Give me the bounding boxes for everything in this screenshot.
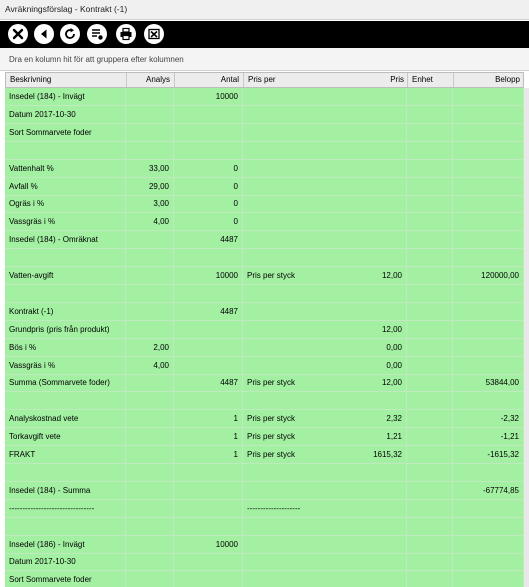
cell-belopp bbox=[453, 195, 524, 212]
cell-belopp: -67774,85 bbox=[453, 482, 524, 499]
refresh-button[interactable] bbox=[60, 24, 80, 44]
cell-analys bbox=[126, 321, 174, 338]
cell-analys bbox=[126, 446, 174, 463]
cell-belopp bbox=[453, 231, 524, 248]
cell-analys bbox=[126, 536, 174, 553]
cell-antal: 1 bbox=[174, 428, 243, 445]
cell-beskrivning: Sort Sommarvete foder bbox=[5, 571, 126, 587]
cell-pris bbox=[327, 88, 407, 105]
cell-analys bbox=[126, 374, 174, 391]
cell-pris-per: Pris per styck bbox=[247, 271, 296, 280]
table-row[interactable] bbox=[5, 178, 524, 196]
cell-enhet bbox=[407, 88, 453, 105]
list-settings-button[interactable] bbox=[87, 24, 107, 44]
cell-enhet bbox=[407, 231, 453, 248]
cell-beskrivning bbox=[5, 392, 126, 409]
cell-pris-per bbox=[243, 303, 327, 320]
cell-antal: 4487 bbox=[174, 303, 243, 320]
cell-pris-per bbox=[243, 124, 327, 141]
column-header-pris[interactable]: Pris bbox=[390, 75, 404, 84]
cell-belopp bbox=[453, 392, 524, 409]
cell-antal: 4487 bbox=[174, 374, 243, 391]
cell-beskrivning: Sort Sommarvete foder bbox=[5, 124, 126, 141]
cell-analys: 29,00 bbox=[126, 178, 174, 195]
table-row[interactable] bbox=[5, 518, 524, 536]
cell-analys: 4,00 bbox=[126, 357, 174, 374]
cell-enhet bbox=[407, 124, 453, 141]
cell-pris bbox=[327, 571, 407, 587]
cell-enhet bbox=[407, 571, 453, 587]
cell-analys bbox=[126, 518, 174, 535]
refresh-icon bbox=[63, 27, 77, 41]
table-row[interactable] bbox=[5, 428, 524, 446]
cell-analys bbox=[126, 106, 174, 123]
table-row[interactable] bbox=[5, 410, 524, 428]
cell-belopp: -1615,32 bbox=[453, 446, 524, 463]
cell-enhet bbox=[407, 518, 453, 535]
cell-enhet bbox=[407, 285, 453, 302]
cell-antal bbox=[174, 357, 243, 374]
cell-pris-per: Pris per styck bbox=[247, 432, 296, 442]
cell-beskrivning: Analyskostnad vete bbox=[5, 410, 126, 427]
cell-analys: 3,00 bbox=[126, 195, 174, 212]
cell-beskrivning: Insedel (184) - Invägt bbox=[5, 88, 126, 105]
cell-pris-per bbox=[243, 339, 327, 356]
table-row[interactable] bbox=[5, 124, 524, 142]
cell-pris bbox=[327, 213, 407, 230]
cell-analys bbox=[126, 142, 174, 159]
cell-pris-per bbox=[243, 518, 327, 535]
column-header-pris-per[interactable]: Pris per bbox=[244, 73, 408, 87]
cell-pris bbox=[327, 195, 407, 212]
cell-analys: 2,00 bbox=[126, 339, 174, 356]
cell-pris: 0,00 bbox=[327, 357, 407, 374]
table-row[interactable] bbox=[5, 231, 524, 249]
table-row[interactable] bbox=[5, 536, 524, 554]
cell-antal bbox=[174, 124, 243, 141]
cell-pris bbox=[327, 553, 407, 570]
cell-antal: 10000 bbox=[174, 267, 243, 284]
cell-antal bbox=[174, 482, 243, 499]
cell-pris-per bbox=[243, 357, 327, 374]
cell-pris bbox=[327, 231, 407, 248]
cell-belopp bbox=[453, 160, 524, 177]
cell-enhet bbox=[407, 392, 453, 409]
cell-antal bbox=[174, 392, 243, 409]
cell-belopp bbox=[453, 553, 524, 570]
cell-enhet bbox=[407, 428, 453, 445]
cell-belopp bbox=[453, 357, 524, 374]
cell-pris-per bbox=[243, 142, 327, 159]
cell-antal bbox=[174, 339, 243, 356]
cell-analys bbox=[126, 303, 174, 320]
result-grid bbox=[5, 88, 524, 587]
cell-analys bbox=[126, 231, 174, 248]
cell-antal: 1 bbox=[174, 410, 243, 427]
window-title: Avräkningsförslag - Kontrakt (-1) bbox=[5, 4, 128, 14]
cell-analys bbox=[126, 267, 174, 284]
cell-beskrivning: -------------------------------- bbox=[5, 500, 126, 517]
cell-pris-per bbox=[243, 106, 327, 123]
cell-pris bbox=[327, 178, 407, 195]
cell-antal bbox=[174, 553, 243, 570]
cell-pris-per bbox=[243, 536, 327, 553]
cell-antal: 0 bbox=[174, 178, 243, 195]
table-row[interactable] bbox=[5, 249, 524, 267]
table-row[interactable] bbox=[5, 571, 524, 587]
cell-antal: 10000 bbox=[174, 536, 243, 553]
cell-belopp bbox=[453, 339, 524, 356]
cell-pris bbox=[327, 518, 407, 535]
table-row[interactable] bbox=[5, 142, 524, 160]
cell-pris bbox=[327, 500, 407, 517]
cell-enhet bbox=[407, 410, 453, 427]
table-row[interactable] bbox=[5, 446, 524, 464]
cell-antal bbox=[174, 106, 243, 123]
cell-pris bbox=[327, 106, 407, 123]
cell-pris-per bbox=[243, 553, 327, 570]
cell-belopp bbox=[453, 303, 524, 320]
cell-pris bbox=[327, 124, 407, 141]
cell-belopp bbox=[453, 106, 524, 123]
cell-antal bbox=[174, 285, 243, 302]
cell-pris-per bbox=[243, 285, 327, 302]
cell-belopp: 120000,00 bbox=[453, 267, 524, 284]
table-row[interactable] bbox=[5, 357, 524, 375]
cell-analys bbox=[126, 249, 174, 266]
print-button[interactable] bbox=[116, 24, 136, 44]
toolbar bbox=[0, 21, 529, 48]
cancel-document-icon bbox=[147, 27, 161, 41]
cell-belopp bbox=[453, 321, 524, 338]
cell-antal: 0 bbox=[174, 213, 243, 230]
close-button[interactable] bbox=[8, 24, 28, 44]
cell-analys: 4,00 bbox=[126, 213, 174, 230]
table-row[interactable] bbox=[5, 374, 524, 392]
cell-enhet bbox=[407, 482, 453, 499]
cell-pris: 1615,32 bbox=[327, 446, 407, 463]
cell-pris-per bbox=[243, 231, 327, 248]
cell-pris-per bbox=[243, 160, 327, 177]
cell-beskrivning: Summa (Sommarvete foder) bbox=[5, 374, 126, 391]
cell-beskrivning: Grundpris (pris från produkt) bbox=[5, 321, 126, 338]
grid-header bbox=[5, 72, 524, 88]
cell-pris: 2,32 bbox=[327, 410, 407, 427]
cell-enhet bbox=[407, 536, 453, 553]
cell-pris bbox=[327, 303, 407, 320]
cell-antal: 10000 bbox=[174, 88, 243, 105]
cell-belopp bbox=[453, 536, 524, 553]
cancel-document-button[interactable] bbox=[144, 24, 164, 44]
column-header-beskrivning[interactable]: Beskrivning bbox=[6, 73, 127, 87]
cell-pris: 12,00 bbox=[327, 267, 407, 284]
cell-beskrivning: Datum 2017-10-30 bbox=[5, 106, 126, 123]
cell-pris bbox=[327, 464, 407, 481]
cell-enhet bbox=[407, 339, 453, 356]
cell-pris-per bbox=[243, 321, 327, 338]
cell-enhet bbox=[407, 446, 453, 463]
table-row[interactable] bbox=[5, 160, 524, 178]
cell-belopp bbox=[453, 124, 524, 141]
cell-pris bbox=[327, 392, 407, 409]
cell-beskrivning: FRAKT bbox=[5, 446, 126, 463]
cell-analys bbox=[126, 124, 174, 141]
group-by-hint: Dra en kolumn hit för att gruppera efter kolumnen bbox=[9, 55, 184, 64]
cell-pris-per: Pris per styck bbox=[247, 414, 296, 424]
cell-analys bbox=[126, 285, 174, 302]
column-header-antal[interactable]: Antal bbox=[175, 73, 244, 87]
table-row[interactable] bbox=[5, 482, 524, 500]
cell-enhet bbox=[407, 178, 453, 195]
table-row[interactable] bbox=[5, 303, 524, 321]
cell-pris bbox=[327, 249, 407, 266]
cell-enhet bbox=[407, 303, 453, 320]
cell-pris bbox=[327, 160, 407, 177]
cell-belopp bbox=[453, 518, 524, 535]
cell-belopp: -1,21 bbox=[453, 428, 524, 445]
cell-antal bbox=[174, 518, 243, 535]
cell-pris bbox=[327, 285, 407, 302]
cell-enhet bbox=[407, 160, 453, 177]
cell-beskrivning bbox=[5, 142, 126, 159]
cell-analys bbox=[126, 553, 174, 570]
column-header-belopp[interactable]: Belopp bbox=[495, 75, 520, 84]
cell-belopp: -2,32 bbox=[453, 410, 524, 427]
cell-pris-per bbox=[243, 464, 327, 481]
cell-beskrivning bbox=[5, 464, 126, 481]
back-icon bbox=[37, 27, 51, 41]
cell-analys bbox=[126, 88, 174, 105]
print-icon bbox=[119, 27, 133, 41]
cell-enhet bbox=[407, 357, 453, 374]
cell-antal: 4487 bbox=[174, 231, 243, 248]
window-titlebar bbox=[0, 0, 529, 20]
column-header-enhet[interactable]: Enhet bbox=[408, 73, 454, 87]
table-row[interactable] bbox=[5, 285, 524, 303]
cell-analys: 33,00 bbox=[126, 160, 174, 177]
cell-antal bbox=[174, 142, 243, 159]
cell-beskrivning: Vatten-avgift bbox=[5, 267, 126, 284]
cell-antal bbox=[174, 571, 243, 587]
cell-pris: 1,21 bbox=[327, 428, 407, 445]
cell-belopp bbox=[453, 571, 524, 587]
cell-antal bbox=[174, 249, 243, 266]
vertical-scrollbar[interactable] bbox=[524, 88, 529, 587]
table-row[interactable] bbox=[5, 88, 524, 106]
cell-antal bbox=[174, 500, 243, 517]
cell-antal: 0 bbox=[174, 195, 243, 212]
cell-beskrivning: Insedel (184) - Omräknat bbox=[5, 231, 126, 248]
cell-beskrivning bbox=[5, 249, 126, 266]
cell-analys bbox=[126, 571, 174, 587]
close-icon bbox=[11, 27, 25, 41]
cell-beskrivning: Insedel (184) - Summa bbox=[5, 482, 126, 499]
cell-enhet bbox=[407, 374, 453, 391]
cell-pris: 12,00 bbox=[327, 321, 407, 338]
list-settings-icon bbox=[90, 27, 104, 41]
cell-pris bbox=[327, 482, 407, 499]
cell-beskrivning bbox=[5, 518, 126, 535]
table-row[interactable] bbox=[5, 500, 524, 518]
cell-enhet bbox=[407, 142, 453, 159]
cell-pris-per bbox=[243, 213, 327, 230]
cell-beskrivning: Datum 2017-10-30 bbox=[5, 553, 126, 570]
table-row[interactable] bbox=[5, 195, 524, 213]
group-by-panel[interactable] bbox=[0, 48, 529, 71]
cell-pris: 12,00 bbox=[327, 374, 407, 391]
cell-enhet bbox=[407, 500, 453, 517]
cell-pris bbox=[327, 142, 407, 159]
cell-pris-per: Pris per styck bbox=[247, 378, 296, 388]
cell-enhet bbox=[407, 195, 453, 212]
cell-analys bbox=[126, 410, 174, 427]
cell-antal bbox=[174, 464, 243, 481]
cell-belopp bbox=[453, 88, 524, 105]
cell-belopp bbox=[453, 249, 524, 266]
cell-belopp: 53844,00 bbox=[453, 374, 524, 391]
cell-belopp bbox=[453, 213, 524, 230]
cell-antal: 0 bbox=[174, 160, 243, 177]
cell-pris-per: -------------------- bbox=[247, 503, 301, 513]
cell-pris-per bbox=[243, 195, 327, 212]
cell-analys bbox=[126, 428, 174, 445]
cell-pris-per bbox=[243, 482, 327, 499]
cell-enhet bbox=[407, 321, 453, 338]
cell-beskrivning: Bös i % bbox=[5, 339, 126, 356]
column-header-analys[interactable]: Analys bbox=[127, 73, 175, 87]
cell-beskrivning: Ogräs i % bbox=[5, 195, 126, 212]
table-row[interactable] bbox=[5, 321, 524, 339]
cell-beskrivning: Torkavgift vete bbox=[5, 428, 126, 445]
table-row[interactable] bbox=[5, 106, 524, 124]
cell-antal: 1 bbox=[174, 446, 243, 463]
cell-beskrivning: Insedel (186) - Invägt bbox=[5, 536, 126, 553]
cell-beskrivning: Kontrakt (-1) bbox=[5, 303, 126, 320]
table-row[interactable] bbox=[5, 339, 524, 357]
cell-belopp bbox=[453, 142, 524, 159]
cell-enhet bbox=[407, 106, 453, 123]
cell-enhet bbox=[407, 249, 453, 266]
back-button[interactable] bbox=[34, 24, 54, 44]
table-row[interactable] bbox=[5, 464, 524, 482]
cell-pris-per bbox=[243, 88, 327, 105]
cell-analys bbox=[126, 482, 174, 499]
cell-beskrivning: Vassgräs i % bbox=[5, 213, 126, 230]
cell-beskrivning bbox=[5, 285, 126, 302]
cell-enhet bbox=[407, 267, 453, 284]
cell-pris-per bbox=[243, 249, 327, 266]
cell-analys bbox=[126, 392, 174, 409]
cell-pris bbox=[327, 536, 407, 553]
cell-pris-per bbox=[243, 392, 327, 409]
cell-belopp bbox=[453, 178, 524, 195]
cell-enhet bbox=[407, 213, 453, 230]
table-row[interactable] bbox=[5, 267, 524, 285]
table-row[interactable] bbox=[5, 213, 524, 231]
cell-enhet bbox=[407, 553, 453, 570]
cell-enhet bbox=[407, 464, 453, 481]
cell-pris-per bbox=[243, 178, 327, 195]
cell-belopp bbox=[453, 464, 524, 481]
cell-analys bbox=[126, 464, 174, 481]
table-row[interactable] bbox=[5, 392, 524, 410]
cell-pris: 0,00 bbox=[327, 339, 407, 356]
cell-beskrivning: Vassgräs i % bbox=[5, 357, 126, 374]
table-row[interactable] bbox=[5, 553, 524, 571]
cell-beskrivning: Vattenhalt % bbox=[5, 160, 126, 177]
cell-analys bbox=[126, 500, 174, 517]
cell-beskrivning: Avfall % bbox=[5, 178, 126, 195]
cell-pris-per: Pris per styck bbox=[247, 450, 296, 459]
cell-antal bbox=[174, 321, 243, 338]
cell-belopp bbox=[453, 285, 524, 302]
cell-belopp bbox=[453, 500, 524, 517]
cell-pris-per bbox=[243, 571, 327, 587]
